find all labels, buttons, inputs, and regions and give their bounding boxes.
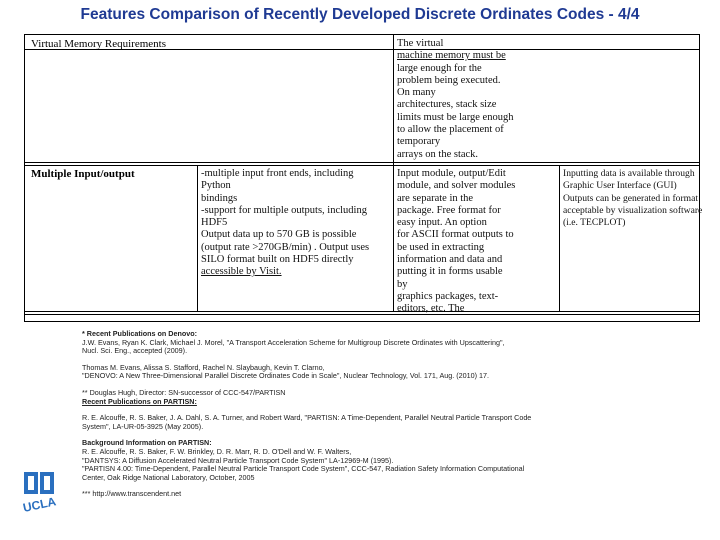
cell-line: problem being executed.	[397, 74, 501, 86]
cell-line: Outputs can be generated in format	[563, 192, 699, 204]
row2-col4	[563, 168, 703, 229]
reference-line: Nucl. Sci. Eng., accepted (2009).	[82, 347, 188, 356]
reference-line: "DANTSYS: A Diffusion Accelerated Neutral Particle Transport Code System" LA-12969-M (1995).	[82, 456, 394, 465]
comparison-table	[24, 34, 703, 322]
reference-line: ** Douglas Hugh, Director: SN-successor of CCC-547/PARTISN	[82, 388, 286, 397]
cell-line: SILO format built on HDF5 directly	[201, 254, 354, 266]
reference-line: * Recent Publications on Denovo:	[82, 330, 198, 338]
cell-line: (output rate >270GB/min) . Output uses	[201, 241, 370, 253]
references-block	[82, 330, 682, 499]
cell-line: Input module, output/Edit	[397, 168, 506, 179]
cell-line: (i.e. TECPLOT)	[563, 217, 626, 229]
page-title: Features Comparison of Recently Developed Discrete Ordinates Codes - 4/4	[80, 6, 640, 23]
reference-line: *** http://www.transcendent.net	[82, 490, 182, 499]
row-label: Virtual Memory Requirements	[31, 38, 166, 50]
table-rule	[25, 162, 699, 163]
table-rule	[393, 35, 394, 311]
cell-line: easy input. An option	[397, 217, 487, 229]
cell-line: are separate in the	[397, 192, 474, 204]
cell-line: On many	[397, 87, 436, 99]
table-rule	[25, 314, 699, 315]
cell-line: Python	[201, 180, 231, 192]
cell-line: editors, etc. The	[397, 303, 465, 315]
reference-line: "PARTISN 4.00: Time-Dependent, Parallel Neutral Particle Transport Code System", CCC-547, Radiation Safety Information Computational	[82, 465, 525, 474]
reference-line: J.W. Evans, Ryan K. Clark, Michael J. Morel, "A Transport Acceleration Scheme for Multigroup Discrete Ordinates with Upscattering",	[82, 338, 505, 347]
row2-col3	[397, 168, 557, 316]
cell-line: package. Free format for	[397, 204, 501, 216]
reference-line: System", LA-UR-05-3925 (May 2005).	[82, 422, 204, 431]
cell-line: Output data up to 570 GB is possible	[201, 229, 357, 241]
cell-line: -multiple input front ends, including	[201, 168, 354, 179]
cell-line: HDF5	[201, 217, 228, 229]
reference-line: Center, Oak Ridge National Laboratory, October, 2005	[82, 473, 255, 482]
reference-line: "DENOVO: A New Three-Dimensional Parallel Discrete Ordinates Code in Scale", Nuclear Technology, Vol. 171, Aug. (2010) 17.	[82, 372, 490, 381]
cell-line: bindings	[201, 192, 238, 204]
cell-line: graphics packages, text-	[397, 290, 499, 302]
table-rule	[197, 165, 198, 311]
cell-line: be used in extracting	[397, 241, 485, 253]
cell-line: architectures, stack size	[397, 99, 497, 111]
reference-line: R. E. Alcouffe, R. S. Baker, F. W. Brinkley, D. R. Marr, R. D. O'Dell and W. F. Walters,	[82, 447, 352, 456]
logo-text: UCLA	[22, 494, 58, 515]
cell-line: to allow the placement of	[397, 124, 504, 136]
cell-line: temporary	[397, 136, 441, 148]
reference-line: Recent Publications on PARTISN:	[82, 397, 197, 406]
cell-line: arrays on the stack.	[397, 148, 479, 160]
reference-line: Thomas M. Evans, Alissa S. Stafford, Rachel N. Slaybaugh, Kevin T. Clarno,	[82, 363, 325, 372]
cell-line: accessible by Visit.	[201, 266, 282, 278]
ucla-logo-icon	[22, 468, 62, 518]
cell-line: large enough for the	[397, 62, 482, 74]
cell-line: -support for multiple outputs, including	[201, 204, 367, 216]
cell-line: information and data and	[397, 254, 503, 266]
row-label: Multiple Input/output	[31, 168, 135, 180]
table-rule	[25, 311, 699, 312]
row2-col2	[201, 168, 391, 279]
cell-line: machine memory must be	[397, 50, 506, 62]
cell-line: for ASCII format outputs to	[397, 229, 514, 241]
reference-line: Background Information on PARTISN:	[82, 439, 212, 448]
cell-line: by	[397, 278, 408, 290]
reference-line: R. E. Alcouffe, R. S. Baker, J. A. Dahl, S. A. Turner, and Robert Ward, "PARTISN: A Time-Dependent, Parallel Neutral Particle Transport Code	[82, 414, 532, 423]
cell-line: The virtual	[397, 38, 444, 49]
cell-line: Inputting data is available through	[563, 168, 695, 179]
row1-col3	[397, 38, 557, 161]
cell-line: putting it in forms usable	[397, 266, 503, 278]
cell-line: module, and solver modules	[397, 180, 516, 192]
cell-line: Graphic User Interface (GUI)	[563, 180, 677, 192]
table-rule	[559, 165, 560, 311]
cell-line: acceptable by visualization software	[563, 204, 703, 216]
cell-line: limits must be large enough	[397, 111, 514, 123]
table-rule	[25, 165, 699, 166]
